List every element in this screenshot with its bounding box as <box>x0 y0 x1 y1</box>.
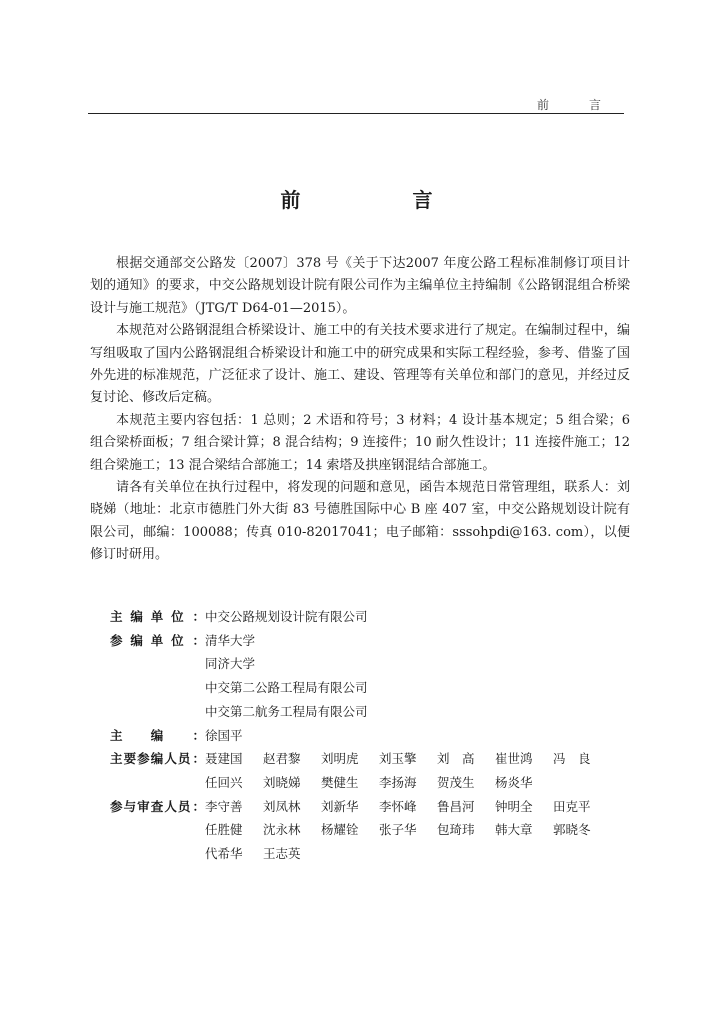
label-char: 单 <box>150 632 164 648</box>
person-name: 刘 高 <box>437 751 475 767</box>
label-char: 查 <box>150 798 164 814</box>
label-char: 位 <box>171 609 184 624</box>
label-char: 编 <box>150 727 164 743</box>
chief-unit-name: 中交公路规划设计院有限公司 <box>205 609 368 624</box>
label-colon: ： <box>192 727 205 743</box>
participating-unit: 中交第二公路工程局有限公司 <box>205 680 368 696</box>
label-char: 人 <box>164 798 177 814</box>
header-rule <box>88 113 624 114</box>
person-name: 鲁昌河 <box>437 798 475 814</box>
label-char: 审 <box>137 798 150 814</box>
person-name: 刘玉擎 <box>379 751 417 767</box>
person-name: 樊健生 <box>321 774 359 790</box>
staff-list <box>110 605 640 866</box>
label-colon: ： <box>192 798 205 814</box>
main-participants-label <box>110 747 205 794</box>
person-name: 钟明全 <box>495 798 533 814</box>
person-name: 杨炎华 <box>495 774 533 790</box>
person-name: 聂建国 <box>205 751 243 767</box>
participating-unit: 清华大学 <box>205 632 256 648</box>
label-char: 要 <box>123 751 137 767</box>
label-char: 编 <box>130 609 143 624</box>
person-name: 刘新华 <box>321 798 359 814</box>
label-char: 与 <box>123 798 137 814</box>
chief-unit-row <box>110 605 640 629</box>
person-name: 刘明虎 <box>321 751 359 767</box>
participating-units-values <box>205 629 640 724</box>
label-char: 参 <box>137 751 150 767</box>
label-char: 员 <box>177 751 191 767</box>
main-participants-names <box>205 747 640 794</box>
reviewers-label <box>110 795 205 866</box>
person-name: 代希华 <box>205 846 243 862</box>
page-header-label: 前 言 <box>536 98 615 112</box>
label-char: 编 <box>130 632 143 648</box>
participating-units-label <box>110 629 205 724</box>
label-char: 主 <box>110 727 123 743</box>
person-name: 赵君黎 <box>263 751 301 767</box>
label-char: 参 <box>110 632 123 648</box>
participating-units-row <box>110 629 640 724</box>
chief-editor-row <box>110 724 640 748</box>
person-name: 沈永林 <box>263 822 301 838</box>
participating-unit: 同济大学 <box>205 656 256 672</box>
person-name: 郭晓冬 <box>553 822 591 838</box>
person-name: 李扬海 <box>379 774 417 790</box>
reviewers-row <box>110 795 640 866</box>
chief-editor-label <box>110 724 205 748</box>
label-char: 参 <box>110 798 123 814</box>
paragraph-scope: 本规范对公路钢混组合桥梁设计、施工中的有关技术要求进行了规定。在编制过程中，编写组吸取了国内公路钢混组合桥梁设计和施工中的研究成果和实际工程经验，参考、借鉴了国外先进的标准规范，广泛征求了设计、施工、建设、管理等有关单位和部门的意见，并经过反复讨论、修改后定稿。 <box>90 323 630 406</box>
paragraph-contents: 本规范主要内容包括：1 总则；2 术语和符号；3 材料；4 设计基本规定；5 组合梁；6 组合梁桥面板；7 组合梁计算；8 混合结构；9 连接件；10 耐久性设计；11 连接件施工；12 组合梁施工；13 混合梁结合部施工；14 索塔及拱座钢混结合部施工。 <box>90 412 630 473</box>
person-name: 杨耀铨 <box>321 822 359 838</box>
person-name: 王志英 <box>263 846 301 862</box>
chief-unit-label <box>110 605 205 629</box>
paragraph-background: 根据交通部交公路发〔2007〕378 号《关于下达2007 年度公路工程标准制修订项目计划的通知》的要求，中交公路规划设计院有限公司作为主编单位主持编制《公路钢混组合桥梁设计与施工规范》（JTG/T D64-01—2015）。 <box>90 256 630 316</box>
person-name: 韩大章 <box>495 822 533 838</box>
participating-unit: 中交第二航务工程局有限公司 <box>205 703 368 719</box>
label-colon: ： <box>192 609 205 624</box>
person-name: 李守善 <box>205 798 243 814</box>
person-name: 任回兴 <box>205 774 243 790</box>
person-name: 刘凤林 <box>263 798 301 814</box>
person-name: 贺茂生 <box>437 774 475 790</box>
chief-unit-values <box>205 605 640 629</box>
person-name: 崔世鸿 <box>495 751 533 767</box>
label-char: 主 <box>110 609 123 624</box>
label-char: 人 <box>164 751 177 767</box>
label-char: 编 <box>150 751 164 767</box>
person-name: 李怀峰 <box>379 798 417 814</box>
person-name: 任胜健 <box>205 822 243 838</box>
paragraph-feedback: 请各有关单位在执行过程中，将发现的问题和意见，函告本规范日常管理组，联系人：刘晓娣（地址：北京市德胜门外大街 83 号德胜国际中心 B 座 407 室，中交公路规划设计院有限公司，邮编：100088；传真 010-82017041；电子邮箱：sssohpdi@163. com），以便修订时研用。 <box>90 480 630 563</box>
label-colon: ： <box>192 751 205 767</box>
label-char: 员 <box>177 798 191 814</box>
person-name: 包琦玮 <box>437 822 475 838</box>
person-name: 田克平 <box>553 798 591 814</box>
chief-editor-values <box>205 724 640 748</box>
person-name: 张子华 <box>379 822 417 838</box>
label-char: 主 <box>110 751 123 767</box>
chief-editor-name: 徐国平 <box>205 727 243 743</box>
label-colon: ： <box>192 632 205 648</box>
person-name: 冯 良 <box>553 751 591 767</box>
label-char: 单 <box>150 609 164 624</box>
reviewers-names <box>205 795 640 866</box>
label-char: 位 <box>171 632 184 648</box>
page-title: 前 言 <box>280 188 479 212</box>
preface-body <box>90 253 630 567</box>
main-participants-row <box>110 747 640 794</box>
person-name: 刘晓娣 <box>263 774 301 790</box>
